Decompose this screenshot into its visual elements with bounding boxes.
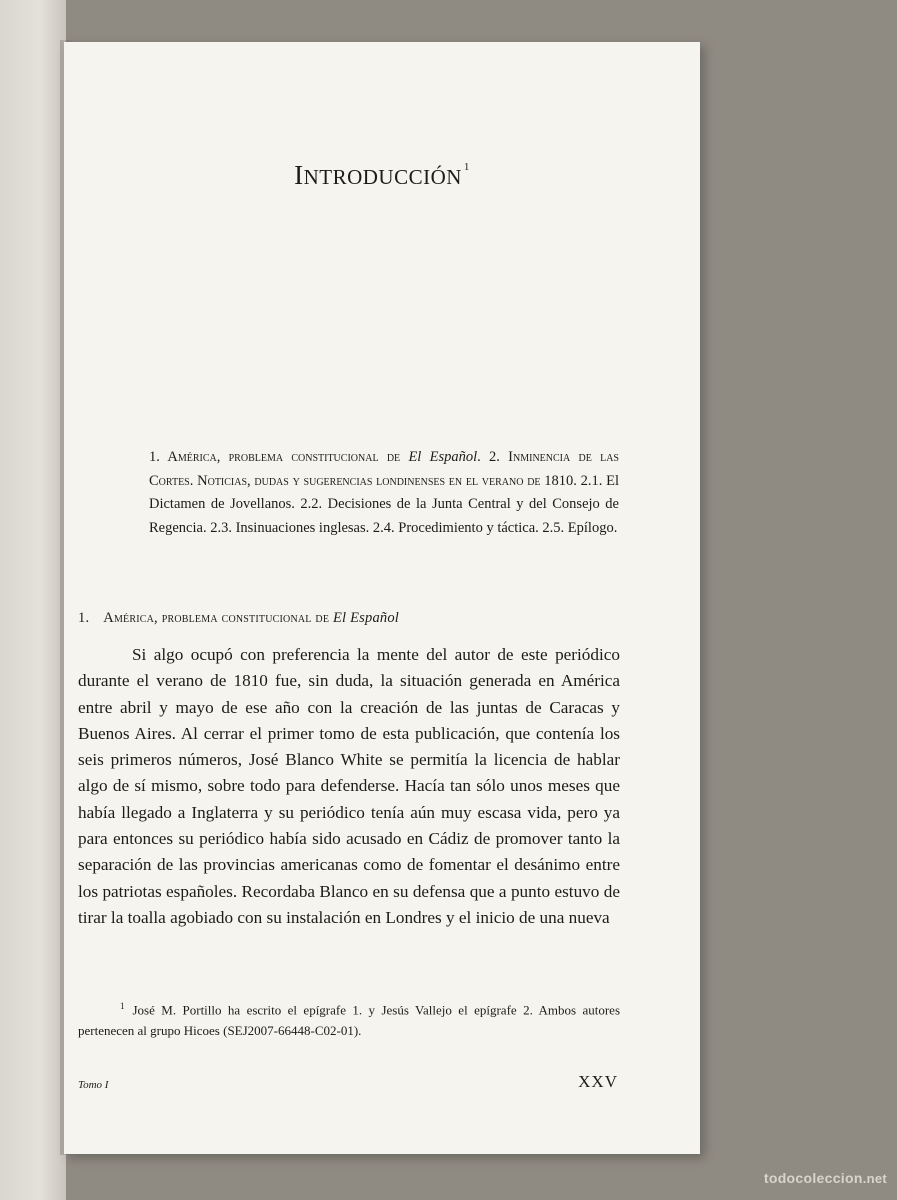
- book-page: [64, 42, 700, 1154]
- summary-text: . 2. I: [477, 449, 513, 465]
- footnote-mark: 1: [120, 1001, 125, 1011]
- title-footnote-mark: 1: [463, 161, 470, 173]
- summary-text: oticias, dudas y sugerencias londinenses en el verano de: [207, 472, 545, 489]
- summary-text: 1. A: [149, 449, 178, 465]
- watermark-text: todocoleccion: [763, 1170, 863, 1186]
- footnote-text: allejo: [423, 1002, 452, 1018]
- watermark-logo: [764, 1170, 887, 1186]
- summary-text: C: [149, 472, 159, 489]
- summary-text: N: [197, 472, 208, 489]
- footnote-text: ortillo: [189, 1002, 222, 1018]
- page-number: XXV: [578, 1072, 618, 1091]
- left-page-edge: [0, 0, 66, 1200]
- title-rest: NTRODUCCIÓN: [303, 165, 462, 189]
- footnote-text: (SEJ2007-66448-C02-01).: [219, 1023, 362, 1039]
- summary-italic: El Español: [408, 449, 478, 465]
- body-paragraph: Si algo ocupó con preferencia la mente del autor de este periódico durante el verano de 1810 fue, sin duda, la situación generada en América entre abril y mayo de ese año con la creación de las juntas de Caracas y Buenos Aires. Al cerrar el primer tomo de esta publicación, que contenía los seis primeros números, José Blanco White se permitía la licencia de hablar algo de sí mismo, sobre todo para defenderse. Hacía tan sólo unos meses que había llegado a Inglaterra y su periódico tenía aún muy escasa vida, pero ya para entonces su periódico había sido acusado en Cádiz de promover tanto la separación de las provincias americanas como de fomentar el desánimo entre los patriotas españoles. Recordaba Blanco en su defensa que a punto estuvo de tirar la toalla agobiado con su instalación en Londres y el inicio de una nueva: [78, 645, 620, 927]
- summary-text: nminencia de las: [513, 449, 619, 465]
- section-heading-text: mérica, problema constitucional de: [113, 610, 333, 626]
- summary-text: 1810. 2.1. El Dictamen de Jovellanos. 2.2. Decisiones de la Junta Central y del Consejo de Regencia. 2.3. Insinuaciones inglesas. 2.4. Procedimiento y táctica. 2.5. Epílogo.: [149, 472, 619, 536]
- section-heading-initial: A: [103, 610, 114, 626]
- chapter-summary: [149, 446, 619, 540]
- watermark-suffix: .net: [862, 1171, 887, 1186]
- summary-text: mérica, problema constitucional de: [177, 449, 409, 465]
- page-title: [64, 160, 700, 191]
- footnote-text: icoes: [193, 1023, 220, 1039]
- section-heading-italic: El Español: [332, 610, 400, 626]
- footnote: [78, 996, 620, 1041]
- footnote-text: el epígrafe 2. Ambos autores pertenecen al grupo H: [78, 1002, 621, 1039]
- section-heading: [78, 610, 678, 627]
- running-footer-volume: Tomo I: [78, 1079, 109, 1091]
- title-initial: I: [294, 160, 304, 190]
- footnote-text: ha escrito el epígrafe 1. y Jesús V: [221, 1002, 424, 1018]
- summary-text: ortes.: [158, 472, 198, 489]
- section-number: 1.: [78, 610, 90, 626]
- footnote-text: José M. P: [132, 1002, 190, 1018]
